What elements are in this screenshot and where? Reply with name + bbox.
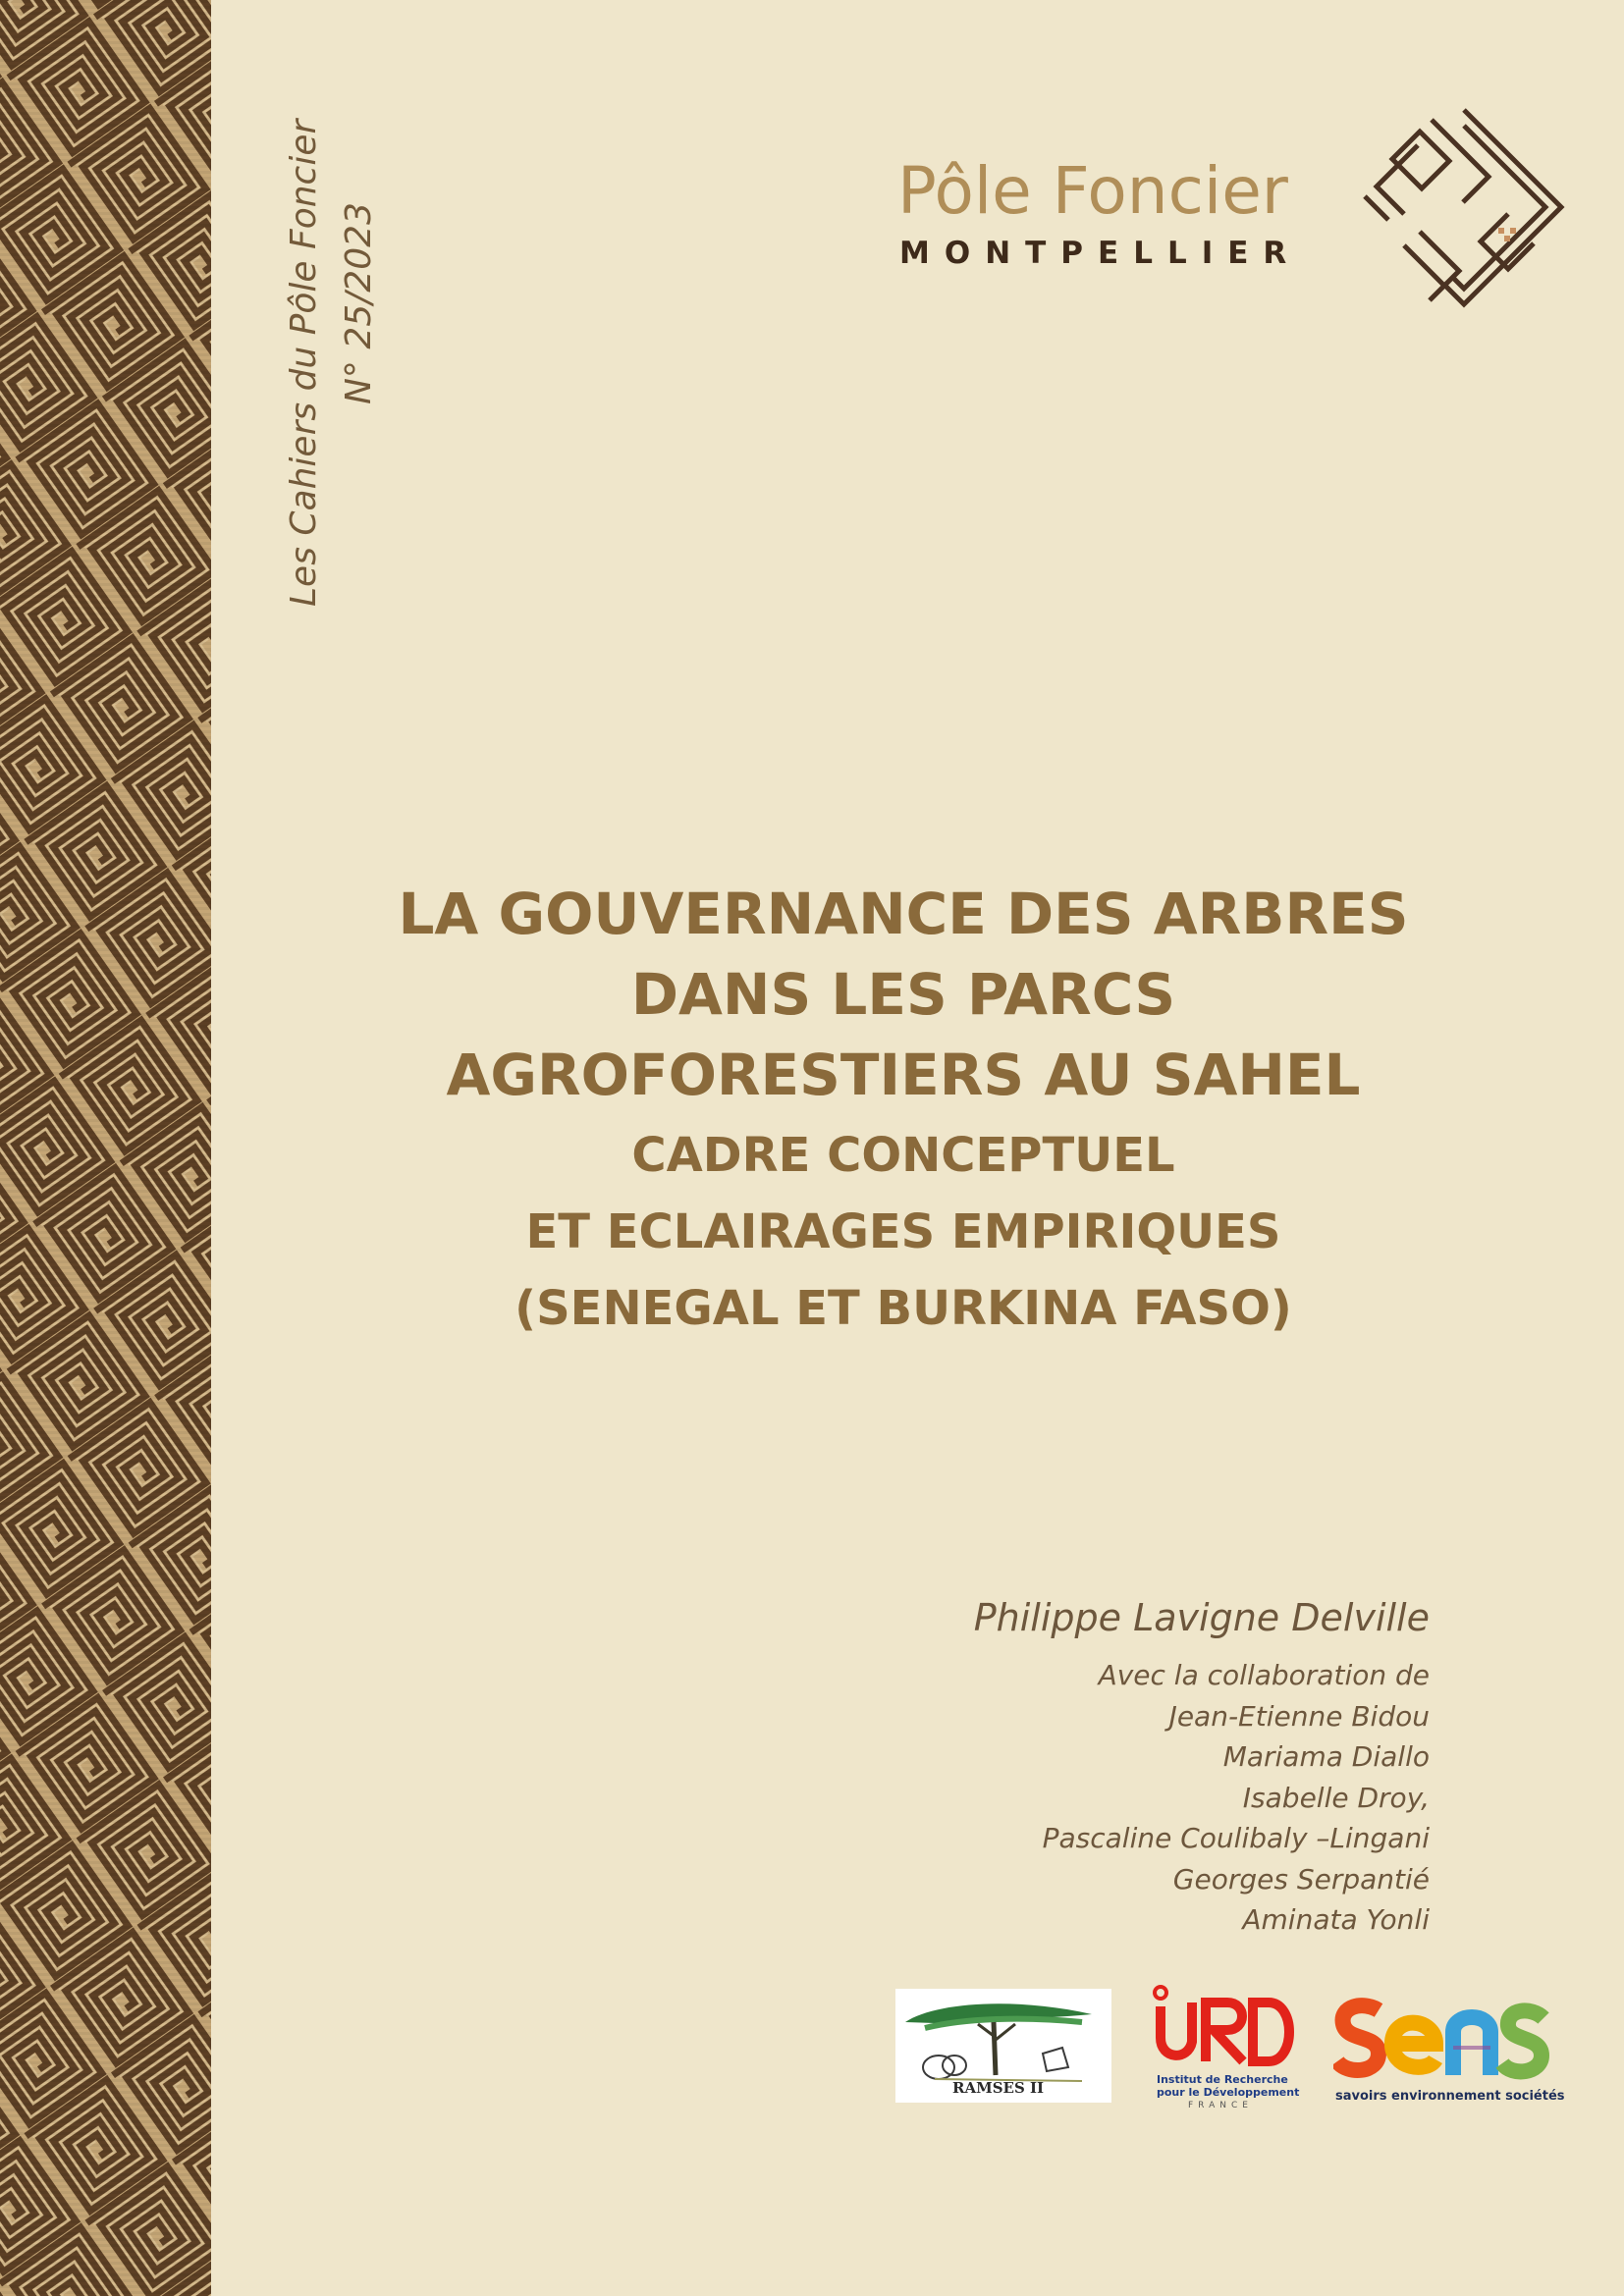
series-info-vertical (277, 57, 395, 607)
series-issue-number: N° 25/2023 (339, 202, 379, 404)
subtitle-line: CADRE CONCEPTUEL (631, 1128, 1175, 1183)
publisher-logo (884, 104, 1571, 330)
collaborator-name: Georges Serpantié (1172, 1862, 1430, 1896)
woven-pattern-band (0, 0, 211, 2296)
series-collection-name: Les Cahiers du Pôle Foncier (284, 119, 324, 607)
ramses-label: RAMSES II (952, 2079, 1045, 2097)
ramses-logo (895, 1989, 1111, 2103)
publisher-city: MONTPELLIER (899, 236, 1302, 271)
sens-tagline: savoirs environnement sociétés (1335, 2089, 1565, 2104)
collaborator-name: Pascaline Coulibaly –Lingani (1042, 1822, 1430, 1854)
collaborator-name: Aminata Yonli (1242, 1903, 1430, 1936)
authors-block (683, 1586, 1430, 1941)
collaborator-name: Mariama Diallo (1222, 1740, 1430, 1773)
interlocking-square-knot-icon (1361, 104, 1567, 330)
collaborator-name: Isabelle Droy, (1242, 1781, 1430, 1814)
ird-country: FRANCE (1188, 2101, 1253, 2110)
ird-logo (1149, 1983, 1306, 2110)
publisher-name: Pôle Foncier (897, 153, 1288, 229)
collaboration-intro: Avec la collaboration de (1098, 1659, 1430, 1691)
subtitle-line: (SENEGAL ET BURKINA FASO) (514, 1281, 1292, 1336)
sens-logo (1333, 1989, 1565, 2110)
title-line: DANS LES PARCS (630, 961, 1176, 1028)
document-subtitle (295, 1117, 1512, 1347)
collaborator-name: Jean-Etienne Bidou (1168, 1699, 1430, 1733)
document-title-block (295, 874, 1512, 1347)
subtitle-line: ET ECLAIRAGES EMPIRIQUES (525, 1204, 1281, 1259)
sens-letters-icon (1333, 1989, 1549, 2087)
title-line: LA GOUVERNANCE DES ARBRES (398, 881, 1409, 947)
main-author: Philippe Lavigne Delville (973, 1596, 1430, 1639)
title-line: AGROFORESTIERS AU SAHEL (446, 1041, 1361, 1108)
ird-letters-icon (1149, 1983, 1306, 2073)
ird-caption: Institut de Recherche pour le Développement (1157, 2073, 1300, 2099)
